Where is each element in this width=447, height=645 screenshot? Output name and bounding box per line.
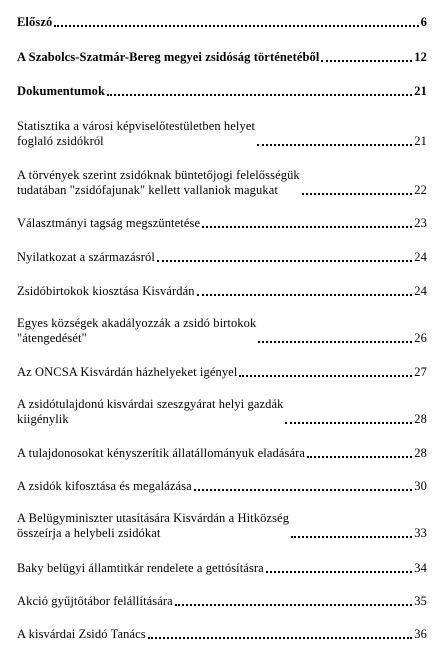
toc-entry-title: A zsidótulajdonú kisvárdai szeszgyárat helyi gazdák kiigénylik [17,397,284,426]
toc-entry-title: Baky belügyi államtitkár rendelete a gettósításra [17,561,264,575]
toc-entry-page: 35 [414,594,427,608]
dot-leader [321,59,412,62]
toc-entry-title: Egyes községek akadályozzák a zsidó birtokok "átengedését" [17,316,257,345]
toc-entry-documents [17,84,427,99]
toc-entry-title: Az ONCSA Kisvárdán házhelyeket igényel [17,365,238,379]
dot-leader [157,259,412,262]
toc-entry-page: 28 [414,412,427,426]
toc-entry-page: 36 [414,627,427,641]
toc-entry [17,316,427,346]
dot-leader [54,24,418,27]
toc-entry [17,446,427,461]
dot-leader [194,488,413,491]
toc-entry-page: 24 [414,284,427,298]
toc-entry-title: A kisvárdai Zsidó Tanács [17,627,146,641]
dot-leader [175,603,412,606]
toc-entry [17,511,427,541]
toc-entry-title: Zsidóbirtokok kiosztása Kisvárdán [17,284,195,298]
toc-entry-page: 26 [414,331,427,345]
toc-entry-title: A Szabolcs-Szatmár-Bereg megyei zsidóság történetéből [17,50,320,64]
toc-entry-title: Választmányi tagság megszüntetése [17,216,201,230]
dot-leader [107,93,412,96]
toc-entry-history [17,50,427,65]
toc-entry [17,627,427,642]
toc-entry-title: A zsidók kifosztása és megalázása [17,479,192,493]
table-of-contents [17,15,427,642]
toc-entry-page: 23 [414,216,427,230]
toc-entry-eloszo [17,15,427,30]
dot-leader [258,340,412,343]
toc-entry-page: 21 [414,134,427,148]
dot-leader [291,535,412,538]
dot-leader [285,421,412,424]
toc-entry [17,561,427,576]
toc-entry [17,168,427,198]
toc-entry-page: 22 [414,183,427,197]
dot-leader [307,455,412,458]
toc-entry-title: Előszó [17,15,53,29]
toc-entry-page: 21 [414,84,427,98]
toc-entry [17,479,427,494]
toc-entry-page: 33 [414,526,427,540]
toc-entry [17,216,427,231]
dot-leader [266,570,412,573]
toc-entry [17,594,427,609]
dot-leader [202,225,412,228]
toc-entry-page: 34 [414,561,427,575]
toc-entry-title: Statisztika a városi képviselőtestületben helyet foglaló zsidókról [17,119,256,148]
dot-leader [148,636,413,639]
toc-entry-page: 27 [414,365,427,379]
toc-entry-title: Akció gyűjtőtábor felállítására [17,594,173,608]
dot-leader [239,374,412,377]
toc-entry-page: 30 [414,479,427,493]
toc-entry-page: 6 [420,15,427,29]
toc-entry [17,397,427,427]
toc-entry [17,119,427,149]
toc-entry [17,250,427,265]
dot-leader [197,293,413,296]
toc-entry-page: 12 [414,50,427,64]
toc-entry-title: Nyilatkozat a származásról [17,250,155,264]
toc-entry [17,365,427,380]
dot-leader [302,192,413,195]
toc-entry-title: A Belügyminiszter utasítására Kisvárdán a Hitközség összeírja a helybeli zsidókat [17,511,290,540]
toc-entry-title: A törvények szerint zsidóknak büntetőjogi felelősségük tudatában "zsidófajunak" kellett vallaniok magukat [17,168,300,197]
toc-entry-page: 28 [414,446,427,460]
toc-entry [17,284,427,299]
toc-entry-title: Dokumentumok [17,84,106,98]
toc-entry-title: A tulajdonosokat kényszerítik állatállományuk eladására [17,446,306,460]
toc-entry-page: 24 [414,250,427,264]
dot-leader [257,143,412,146]
